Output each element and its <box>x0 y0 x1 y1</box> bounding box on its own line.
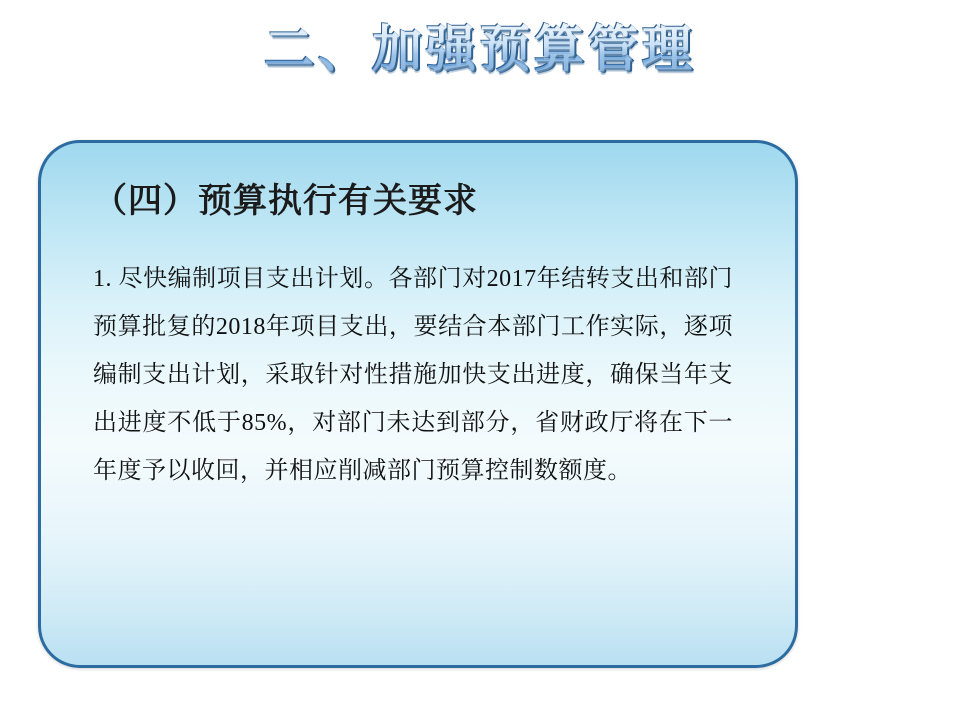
slide-title: 二、加强预算管理 <box>0 22 960 77</box>
content-panel <box>38 140 798 668</box>
panel-body-text: 1. 尽快编制项目支出计划。各部门对2017年结转支出和部门预算批复的2018年项目支出，要结合本部门工作实际，逐项编制支出计划，采取针对性措施加快支出进度，确保当年支出进度不低于85%，对部门未达到部分，省财政厅将在下一年度予以收回，并相应削减部门预算控制数额度。 <box>93 266 733 484</box>
panel-heading: （四）预算执行有关要求 <box>93 182 478 220</box>
